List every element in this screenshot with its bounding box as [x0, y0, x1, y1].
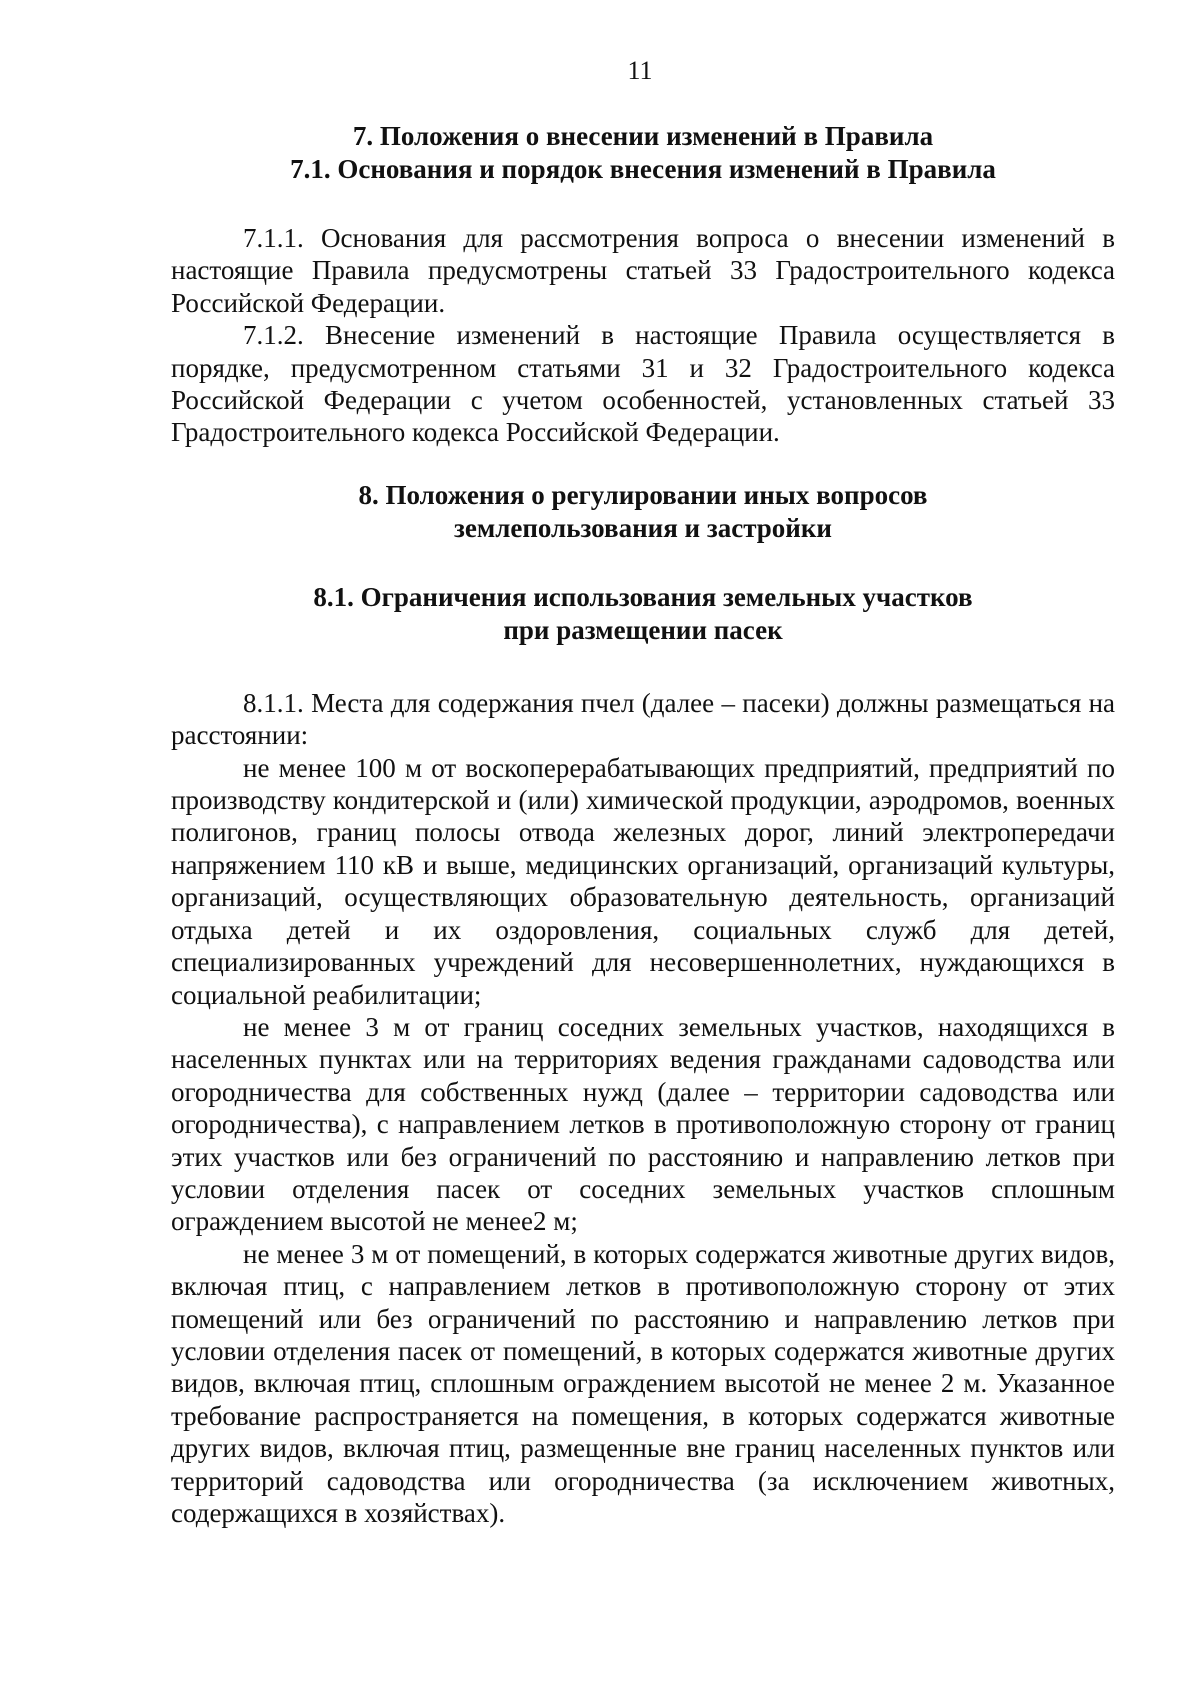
list-item-100m: не менее 100 м от воскоперерабатывающих предприятий, предприятий по производству кондитерской и (или) химической продукции, аэродромов, военных полигонов, границ полосы отвода железных дорог, линий электропередачи напряжением 110 кВ и выше, медицинских организаций, организаций культуры, организаций, осуществляющих образовательную деятельность, организаций отдыха детей и их оздоровления, социальных служб для детей, специализированных учреждений для несовершеннолетних, нуждающихся в социальной реабилитации; [171, 752, 1115, 1010]
page-number: 11 [627, 56, 653, 85]
paragraph-7-1-1: 7.1.1. Основания для рассмотрения вопроса о внесении изменений в настоящие Правила предусмотрены статьей 33 Градостроительного кодекса Российской Федерации. [171, 223, 1115, 318]
section-7-heading [171, 120, 1115, 186]
subsection-8-1-title-line2: при размещении пасек [503, 614, 783, 645]
paragraph-8-1-1: 8.1.1. Места для содержания пчел (далее – пасеки) должны размещаться на расстоянии: [171, 687, 1115, 751]
subsection-7-1-title: 7.1. Основания и порядок внесения изменений в Правила [290, 154, 996, 184]
section-7-title: 7. Положения о внесении изменений в Правила [352, 121, 934, 151]
list-item-3m-boundaries: не менее 3 м от границ соседних земельных участков, находящихся в населенных пунктах или на территориях ведения гражданами садоводства или огородничества для собственных нужд (далее – территории садоводства или огородничества), с направлением летков в противоположную сторону от границ этих участков или без ограничений по расстоянию и направлению летков при условии отделения пасек от соседних земельных участков сплошным ограждением высотой не менее2 м; [171, 1011, 1115, 1237]
list-item-3m-premises: не менее 3 м от помещений, в которых содержатся животные других видов, включая птиц, с направлением летков в противоположную сторону от этих помещений или без ограничений по расстоянию и направлению летков при условии отделения пасек от помещений, в которых содержатся животные других видов, включая птиц, сплошным ограждением высотой не менее 2 м. Указанное требование распространяется на помещения, в которых содержатся животные других видов, включая птиц, размещенные вне границ населенных пунктов или территорий садоводства или огородничества (за исключением животных, содержащихся в хозяйствах). [171, 1238, 1115, 1528]
paragraph-7-1-2: 7.1.2. Внесение изменений в настоящие Правила осуществляется в порядке, предусмотренном статьями 31 и 32 Градостроительного кодекса Российской Федерации с учетом особенностей, установленных статьей 33 Градостроительного кодекса Российской Федерации. [171, 320, 1115, 448]
section-8-title-line2: землепользования и застройки [454, 512, 832, 543]
spacer [171, 545, 1115, 581]
subsection-8-1-title-line1: 8.1. Ограничения использования земельных участков [313, 581, 973, 612]
section-8-title-line1: 8. Положения о регулировании иных вопросов [358, 479, 928, 510]
spacer [171, 449, 1115, 479]
document-body [171, 120, 1115, 1529]
section-8-heading [171, 479, 1115, 545]
spacer [171, 186, 1115, 222]
subsection-8-1-heading [171, 581, 1115, 647]
spacer [171, 647, 1115, 687]
